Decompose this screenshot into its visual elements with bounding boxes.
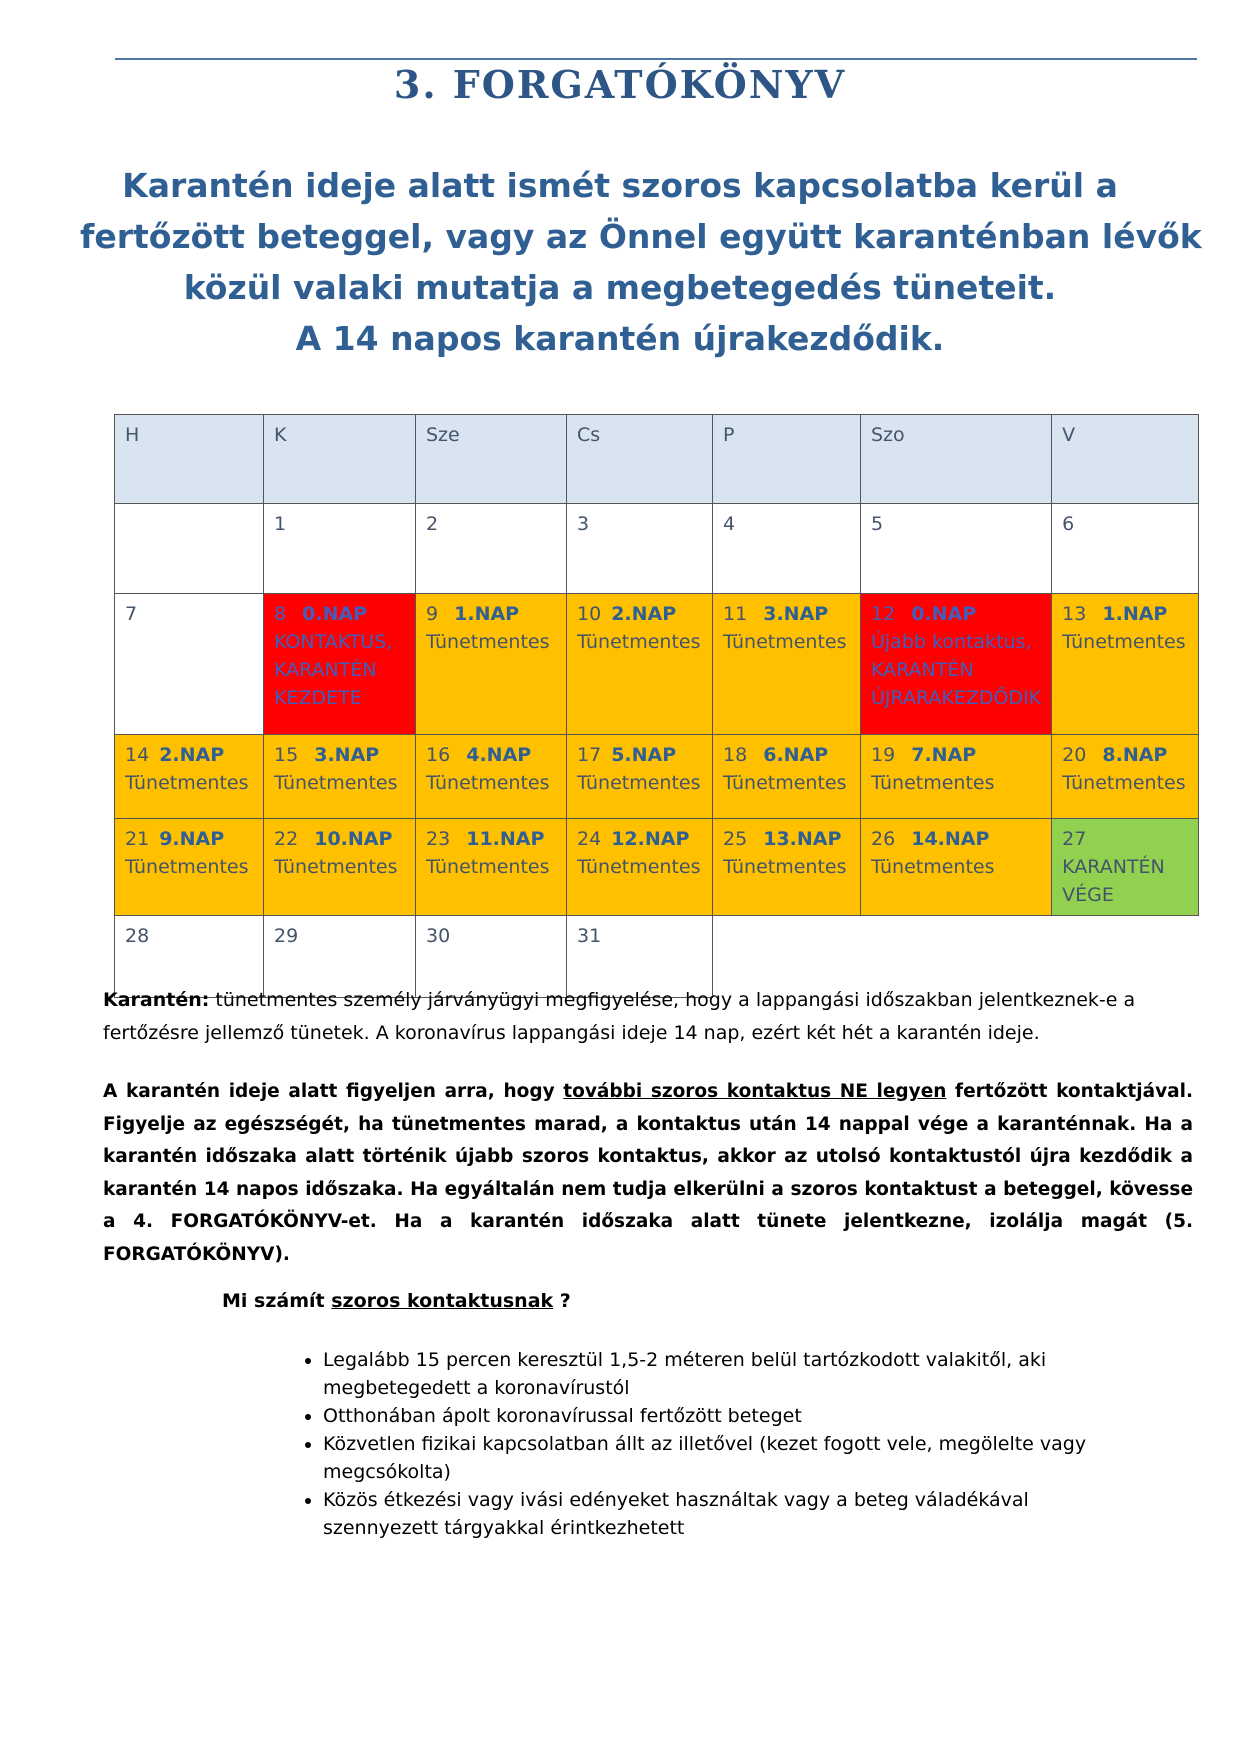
day-counter: 9.NAP (159, 828, 225, 850)
day-counter: 11.NAP (466, 828, 545, 850)
calendar-cell: 6 (1052, 504, 1199, 594)
day-number: 19 (871, 744, 896, 766)
quarantine-definition (103, 984, 1193, 1050)
cell-note: Tünetmentes (871, 772, 995, 794)
definition-text: tünetmentes személy járványügyi megfigyelése, hogy a lappangási időszakban jelentkeznek-e a fertőzésre jellemző tünetek. A koronavírus lappangási ideje 14 nap, ezért két hét a karantén ideje. (103, 989, 1136, 1044)
calendar-week-row (115, 594, 1199, 735)
calendar-cell-quarantine-end (1052, 819, 1199, 916)
calendar-cell: 31 (567, 916, 713, 998)
weekday-header: H (115, 415, 264, 504)
cell-note: KEZDETE (274, 687, 362, 709)
cell-note: Tünetmentes (274, 856, 398, 878)
weekday-header: Sze (416, 415, 567, 504)
question-text: ? (553, 1290, 571, 1312)
definition-term: Karantén: (103, 989, 210, 1011)
calendar-cell (115, 735, 264, 819)
day-number: 14 (125, 744, 150, 766)
day-counter: 12.NAP (611, 828, 690, 850)
subtitle-line: A 14 napos karantén újrakezdődik. (295, 319, 945, 358)
cell-note: KONTAKTUS, (274, 631, 393, 653)
calendar-cell: 30 (416, 916, 567, 998)
quarantine-calendar (114, 414, 1199, 998)
day-counter: 2.NAP (611, 603, 677, 625)
calendar-cell (861, 735, 1052, 819)
day-number: 22 (274, 828, 299, 850)
calendar-cell: 2 (416, 504, 567, 594)
cell-note: Tünetmentes (274, 772, 398, 794)
calendar-cell (416, 819, 567, 916)
day-number: 23 (426, 828, 451, 850)
cell-note: Tünetmentes (723, 631, 847, 653)
calendar-cell (713, 819, 861, 916)
day-number: 15 (274, 744, 299, 766)
weekday-header: V (1052, 415, 1199, 504)
day-counter: 1.NAP (454, 603, 520, 625)
calendar-cell (1052, 594, 1199, 735)
day-number: 20 (1062, 744, 1087, 766)
cell-note: Újabb kontaktus, (871, 631, 1032, 653)
calendar-cell (264, 735, 416, 819)
calendar-cell (567, 819, 713, 916)
day-number: 8 (274, 603, 287, 625)
paragraph-emphasis: további szoros kontaktus NE legyen (563, 1081, 947, 1102)
cell-note: Tünetmentes (125, 856, 249, 878)
calendar-cell: 3 (567, 504, 713, 594)
calendar-cell (861, 819, 1052, 916)
calendar-cell (264, 819, 416, 916)
calendar-cell-contact (264, 594, 416, 735)
close-contact-list (285, 1346, 1133, 1542)
cell-note: KARANTÉN (274, 659, 377, 681)
calendar-cell (567, 735, 713, 819)
calendar-cell: 28 (115, 916, 264, 998)
calendar-cell (1052, 735, 1199, 819)
close-contact-question (222, 1290, 571, 1312)
day-counter: 0.NAP (302, 603, 368, 625)
cell-note: Tünetmentes (1062, 631, 1186, 653)
day-counter: 1.NAP (1102, 603, 1168, 625)
day-counter: 6.NAP (763, 744, 829, 766)
day-number: 24 (577, 828, 602, 850)
subtitle (80, 160, 1202, 364)
paragraph-text: fertőzött kontaktjával. Figyelje az egészségét, ha tünetmentes marad, a kontaktus után 14 nappal vége a karanténnak. Ha a karantén időszaka alatt történik újabb szoros kontaktus, akkor az utolsó kontaktustól újra kezdődik a karantén 14 napos időszaka. Ha egyáltalán nem tudja elkerülni a szoros kontaktust a beteggel, kövesse a 4. FORGATÓKÖNYV-et. Ha a karantén időszaka alatt tünete jelentkezne, izolálja magát (5. FORGATÓKÖNYV). (103, 1081, 1194, 1265)
calendar-cell (713, 735, 861, 819)
day-counter: 8.NAP (1102, 744, 1168, 766)
subtitle-line: közül valaki mutatja a megbetegedés tüneteit. (183, 268, 1057, 307)
cell-note: KARANTÉN (1062, 856, 1165, 878)
day-number: 13 (1062, 603, 1087, 625)
day-counter: 7.NAP (911, 744, 977, 766)
day-number: 25 (723, 828, 748, 850)
cell-note: Tünetmentes (426, 631, 550, 653)
calendar-cell (567, 594, 713, 735)
day-counter: 2.NAP (159, 744, 225, 766)
calendar-cell: 5 (861, 504, 1052, 594)
cell-note: Tünetmentes (577, 772, 701, 794)
calendar-cell (713, 594, 861, 735)
cell-note: Tünetmentes (125, 772, 249, 794)
cell-note: Tünetmentes (723, 772, 847, 794)
subtitle-line: Karantén ideje alatt ismét szoros kapcsolatba kerül a (122, 166, 1118, 205)
cell-note: Tünetmentes (577, 631, 701, 653)
day-number: 27 (1062, 828, 1087, 850)
day-counter: 4.NAP (466, 744, 532, 766)
question-text: Mi számít (222, 1290, 332, 1312)
day-number: 12 (871, 603, 896, 625)
day-number: 9 (426, 603, 439, 625)
day-counter: 3.NAP (314, 744, 380, 766)
day-number: 7 (125, 603, 138, 625)
subtitle-line: fertőzött beteggel, vagy az Önnel együtt karanténban lévők (80, 217, 1202, 256)
calendar-week-row (115, 735, 1199, 819)
calendar-header-row (115, 415, 1199, 504)
cell-note: Tünetmentes (723, 856, 847, 878)
day-counter: 13.NAP (763, 828, 842, 850)
day-counter: 0.NAP (911, 603, 977, 625)
day-counter: 10.NAP (314, 828, 393, 850)
calendar-week-row (115, 504, 1199, 594)
calendar-cell (416, 594, 567, 735)
list-item: • Otthonában ápolt koronavírussal fertőzött beteget (323, 1402, 1133, 1430)
instructions-paragraph (103, 1076, 1193, 1271)
day-number: 26 (871, 828, 896, 850)
weekday-header: K (264, 415, 416, 504)
list-item: • Legalább 15 percen keresztül 1,5-2 méteren belül tartózkodott valakitől, aki megbetegedett a koronavírustól (323, 1346, 1133, 1402)
cell-note: KARANTÉN (871, 659, 974, 681)
cell-note: Tünetmentes (426, 856, 550, 878)
top-rule (115, 58, 1197, 60)
weekday-header: Szo (861, 415, 1052, 504)
calendar-cell: 1 (264, 504, 416, 594)
day-number: 10 (577, 603, 602, 625)
page-title: 3. FORGATÓKÖNYV (393, 62, 847, 107)
cell-note: Tünetmentes (871, 856, 995, 878)
day-number: 17 (577, 744, 602, 766)
cell-note: Tünetmentes (577, 856, 701, 878)
day-counter: 5.NAP (611, 744, 677, 766)
calendar-cell: 4 (713, 504, 861, 594)
cell-note: Tünetmentes (1062, 772, 1186, 794)
day-number: 18 (723, 744, 748, 766)
weekday-header: P (713, 415, 861, 504)
day-counter: 3.NAP (763, 603, 829, 625)
calendar-week-row (115, 819, 1199, 916)
day-number: 16 (426, 744, 451, 766)
calendar-cell (115, 594, 264, 735)
calendar-cell: 29 (264, 916, 416, 998)
weekday-header: Cs (567, 415, 713, 504)
question-emphasis: szoros kontaktusnak (331, 1290, 554, 1312)
day-number: 21 (125, 828, 150, 850)
list-item: • Közös étkezési vagy ivási edényeket használtak vagy a beteg váladékával szennyezett tárgyakkal érintkezhetett (323, 1486, 1133, 1542)
day-number: 11 (723, 603, 748, 625)
cell-note: Tünetmentes (426, 772, 550, 794)
calendar-cell-empty (115, 504, 264, 594)
cell-note: VÉGE (1062, 884, 1114, 906)
paragraph-text: A karantén ideje alatt figyeljen arra, hogy (103, 1081, 564, 1102)
cell-note: ÚJRARAKEZDŐDIK (871, 687, 1042, 709)
calendar-cell (416, 735, 567, 819)
calendar-cell (115, 819, 264, 916)
calendar-cell-contact (861, 594, 1052, 735)
day-counter: 14.NAP (911, 828, 990, 850)
list-item: • Közvetlen fizikai kapcsolatban állt az illetővel (kezet fogott vele, megölelte vagy megcsókolta) (323, 1430, 1133, 1486)
